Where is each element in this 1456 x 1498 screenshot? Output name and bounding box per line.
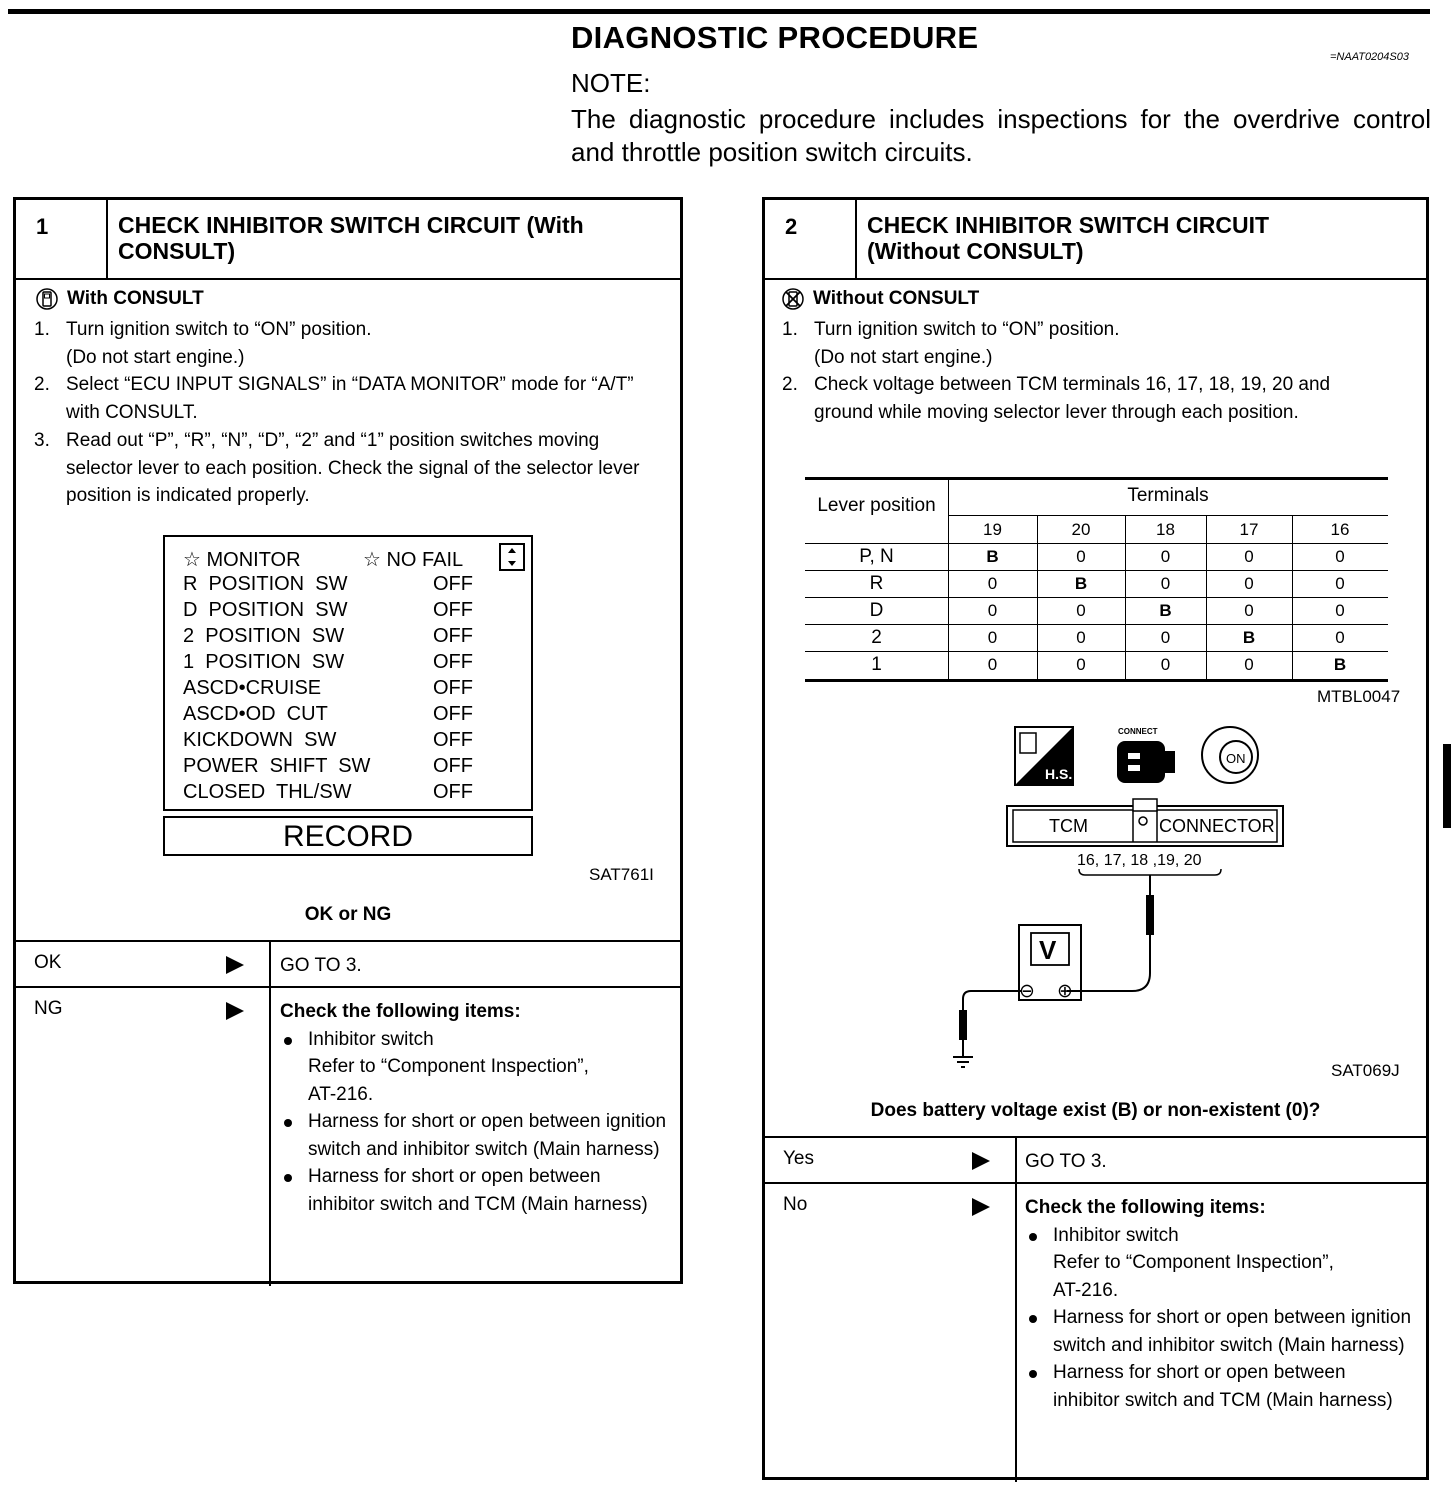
terminal-voltage-cell: 0 — [1244, 574, 1254, 593]
scroll-toggle-icon[interactable] — [499, 543, 525, 571]
result-action-list — [280, 998, 670, 1218]
ground-probe — [959, 991, 1021, 1057]
check-item — [280, 1163, 670, 1218]
results-table — [16, 940, 680, 1284]
figure-code: SAT761I — [589, 865, 654, 884]
lever-position-cell: P, N — [859, 546, 894, 567]
terminal-voltage-cell: 0 — [1244, 601, 1254, 620]
monitor-item-name: D POSITION SW — [183, 599, 348, 621]
check-item — [1025, 1222, 1416, 1305]
monitor-item-value: OFF — [433, 677, 473, 699]
check-item-text: Inhibitor switch — [308, 1028, 434, 1050]
mode-text: Without CONSULT — [813, 288, 980, 309]
hs-label: H.S. — [1045, 766, 1073, 782]
terminals-label: 16, 17, 18 ,19, 20 — [1077, 852, 1202, 869]
result-action-list — [1025, 1194, 1416, 1414]
check-item-text: Harness for short or open between inhibitor switch and TCM (Main harness) — [308, 1166, 648, 1215]
check-item — [1025, 1304, 1416, 1359]
instruction-step — [782, 316, 1392, 371]
step-text: Select “ECU INPUT SIGNALS” in “DATA MONITOR” mode for “A/T” with CONSULT. — [66, 374, 634, 424]
column-divider — [269, 942, 271, 988]
column-divider — [269, 988, 271, 1286]
table-rule — [805, 477, 1388, 480]
step-1-instructions — [34, 316, 664, 510]
terminal-voltage-cell: 0 — [987, 655, 998, 674]
voltmeter-icon — [1019, 925, 1081, 1002]
check-item-detail: Refer to “Component Inspection”, — [308, 1056, 589, 1077]
monitor-item-value: OFF — [433, 573, 473, 595]
monitor-item-name: R POSITION SW — [183, 573, 348, 595]
table-rule — [805, 679, 1388, 682]
monitor-item-name: ASCD•OD CUT — [183, 703, 328, 725]
column-divider — [1015, 1138, 1017, 1184]
terminal-bracket — [1079, 869, 1221, 875]
check-item-detail: Refer to “Component Inspection”, — [1053, 1252, 1334, 1273]
arrow-right-icon — [972, 1198, 990, 1216]
monitor-item-value: OFF — [433, 755, 473, 777]
page-title: DIAGNOSTIC PROCEDURE — [571, 20, 979, 55]
step-title: CHECK INHIBITOR SWITCH CIRCUIT (Without CONSULT) — [867, 212, 1270, 264]
step-number-cell — [16, 200, 108, 278]
lever-position-cell: 2 — [871, 627, 882, 648]
on-label: ON — [1226, 751, 1246, 766]
table-code: MTBL0047 — [1317, 687, 1401, 706]
step-number: 2 — [785, 214, 798, 239]
terminal-voltage-cell: 0 — [1335, 628, 1345, 647]
check-item-text: Harness for short or open between ignition switch and inhibitor switch (Main harness) — [1053, 1307, 1412, 1356]
check-items-heading: Check the following items: — [1025, 1197, 1266, 1218]
terminal-voltage-cell: B — [1074, 574, 1088, 593]
check-item-detail: AT-216. — [1053, 1279, 1119, 1301]
terminal-column-header: 19 — [983, 520, 1002, 539]
terminal-voltage-cell: 0 — [1076, 601, 1086, 620]
result-label: OK — [34, 952, 62, 973]
table-rule — [805, 624, 1388, 625]
terminal-voltage-cell: 0 — [987, 574, 998, 593]
step-number-cell — [765, 200, 857, 278]
monitor-item-name: ASCD•CRUISE — [183, 677, 322, 699]
terminal-column-header: 18 — [1156, 520, 1175, 539]
monitor-item-name: 2 POSITION SW — [183, 625, 345, 647]
step-2-instructions — [782, 316, 1392, 427]
terminal-voltage-cell: 0 — [987, 601, 998, 620]
terminal-column-header: 20 — [1071, 520, 1091, 539]
lever-position-cell: 1 — [871, 654, 882, 675]
result-label: Yes — [783, 1148, 814, 1169]
monitor-item-name: CLOSED THL/SW — [183, 781, 352, 803]
terminal-voltage-cell: B — [1159, 601, 1172, 620]
instruction-step — [34, 316, 664, 371]
plus-terminal: ⊕ — [1057, 980, 1073, 1002]
ignition-key-on-icon — [1202, 727, 1258, 783]
check-items-heading: Check the following items: — [280, 1001, 521, 1022]
terminal-column-header: 17 — [1239, 520, 1259, 539]
table-rule — [948, 515, 1388, 516]
connect-label: CONNECT — [1118, 727, 1158, 736]
step-title: CHECK INHIBITOR SWITCH CIRCUIT (With CONSULT) — [118, 212, 584, 264]
monitor-item-value: OFF — [433, 625, 473, 647]
step-index: 2. — [782, 374, 798, 396]
result-action: GO TO 3. — [280, 955, 362, 976]
terminal-voltage-cell: 0 — [1335, 547, 1345, 566]
step-index: 1. — [782, 319, 798, 340]
bullet-icon — [284, 1119, 292, 1127]
terminal-voltage-cell: 0 — [1076, 547, 1086, 566]
note-label: NOTE: — [571, 68, 651, 98]
no-consult-mode-label — [782, 288, 979, 310]
step-number: 1 — [36, 214, 49, 239]
instruction-step — [34, 427, 664, 510]
step-2-box — [762, 197, 1429, 1480]
terminal-voltage-table — [805, 477, 1388, 682]
tcm-connector — [1007, 799, 1283, 846]
bullet-icon — [1029, 1233, 1037, 1241]
result-row-ok — [16, 940, 680, 988]
terminal-voltage-cell: B — [1242, 628, 1256, 647]
bullet-icon — [284, 1037, 292, 1045]
bullet-icon — [284, 1174, 292, 1182]
monitor-item-value: OFF — [433, 729, 473, 751]
top-rule — [8, 9, 1430, 14]
lever-position-cell: R — [869, 573, 884, 594]
lever-position-header: Lever position — [817, 495, 936, 516]
instruction-step — [34, 371, 664, 426]
instruction-step — [782, 371, 1392, 426]
figure-code: SAT069J — [1331, 1061, 1400, 1080]
terminal-voltage-cell: B — [1333, 655, 1347, 674]
terminal-voltage-cell: 0 — [1160, 628, 1171, 647]
check-item-text: Harness for short or open between ignition switch and inhibitor switch (Main harness) — [308, 1111, 667, 1160]
monitor-item-value: OFF — [433, 651, 473, 673]
table-rule — [805, 651, 1388, 652]
check-item — [280, 1108, 670, 1163]
result-label: NG — [34, 998, 63, 1019]
table-rule — [805, 597, 1388, 598]
terminal-column-header: 16 — [1330, 520, 1350, 539]
terminal-voltage-cell: 0 — [1076, 628, 1086, 647]
step-index: 3. — [34, 429, 50, 451]
step-text: Read out “P”, “R”, “N”, “D”, “2” and “1” position switches moving selector lever to each position. Check the signal of the selector lever position is indicated properly. — [66, 429, 640, 507]
monitor-item-name: POWER SHIFT SW — [183, 755, 371, 777]
note-text: The diagnostic procedure includes inspections for the overdrive control and throttle position switch circuits. — [571, 104, 1431, 167]
connector-label: CONNECTOR — [1159, 816, 1275, 836]
question: OK or NG — [304, 904, 392, 925]
arrow-right-icon — [226, 1002, 244, 1020]
step-subtext: (Do not start engine.) — [814, 346, 993, 368]
step-text: Turn ignition switch to “ON” position. — [66, 319, 372, 340]
voltmeter-label: V — [1039, 935, 1057, 965]
question: Does battery voltage exist (B) or non-existent (0)? — [870, 1100, 1321, 1121]
step-1-box — [13, 197, 683, 1284]
mode-text: With CONSULT — [67, 288, 204, 309]
step-2-header — [765, 200, 1426, 280]
step-index: 1. — [34, 319, 50, 340]
check-item-text: Harness for short or open between inhibitor switch and TCM (Main harness) — [1053, 1362, 1393, 1411]
bullet-icon — [1029, 1370, 1037, 1378]
terminal-voltage-cell: 0 — [1160, 574, 1171, 593]
results-table — [765, 1136, 1426, 1480]
terminal-voltage-cell: 0 — [1335, 601, 1345, 620]
arrow-right-icon — [972, 1152, 990, 1170]
record-button[interactable]: RECORD — [163, 816, 533, 856]
voltage-check-diagram — [935, 715, 1295, 1075]
result-row-no — [765, 1182, 1426, 1482]
arrow-right-icon — [226, 956, 244, 974]
ground-icon — [953, 1057, 973, 1067]
result-action: GO TO 3. — [1025, 1151, 1107, 1172]
terminal-voltage-cell: 0 — [1335, 574, 1345, 593]
step-1-header — [16, 200, 680, 280]
bullet-icon — [1029, 1315, 1037, 1323]
minus-terminal: ⊖ — [1019, 980, 1035, 1002]
terminal-voltage-cell: 0 — [987, 628, 998, 647]
terminal-voltage-cell: 0 — [1160, 547, 1171, 566]
result-row-ng — [16, 986, 680, 1286]
result-label: No — [783, 1194, 808, 1215]
column-divider — [1015, 1184, 1017, 1482]
table-rule — [805, 543, 1388, 544]
check-item-detail: AT-216. — [308, 1083, 374, 1105]
monitor-item-name: 1 POSITION SW — [183, 651, 345, 673]
monitor-item-value: OFF — [433, 781, 473, 803]
terminal-voltage-cell: B — [986, 547, 999, 566]
no-consult-icon — [782, 288, 804, 310]
monitor-item-value: OFF — [433, 599, 473, 621]
hs-icon — [1015, 727, 1073, 785]
terminal-voltage-cell: 0 — [1244, 547, 1254, 566]
tcm-label: TCM — [1049, 816, 1088, 836]
terminal-voltage-cell: 0 — [1244, 655, 1254, 674]
consult-device-icon — [36, 288, 58, 310]
consult-mode-label — [36, 288, 204, 310]
terminal-voltage-cell: 0 — [1160, 655, 1171, 674]
consult-monitor-screen — [163, 535, 533, 811]
step-text: Check voltage between TCM terminals 16, 17, 18, 19, 20 and ground while moving selector lever through each position. — [814, 374, 1331, 424]
result-row-yes — [765, 1136, 1426, 1184]
monitor-label: ☆ MONITOR — [183, 549, 301, 571]
monitor-item-name: KICKDOWN SW — [183, 729, 337, 751]
check-item — [1025, 1359, 1416, 1414]
table-rule — [805, 570, 1388, 571]
section-edge-marker — [1443, 744, 1451, 828]
monitor-item-value: OFF — [433, 703, 473, 725]
no-fail-label: ☆ NO FAIL — [363, 549, 464, 571]
step-text: Turn ignition switch to “ON” position. — [814, 319, 1120, 340]
step-subtext: (Do not start engine.) — [66, 346, 245, 368]
check-item — [280, 1026, 670, 1109]
terminal-voltage-cell: 0 — [1076, 655, 1086, 674]
terminals-header: Terminals — [1127, 485, 1209, 506]
connect-icon — [1117, 727, 1175, 783]
document-id: =NAAT0204S03 — [1330, 51, 1409, 63]
check-item-text: Inhibitor switch — [1053, 1224, 1179, 1246]
lever-position-cell: D — [869, 600, 884, 621]
step-index: 2. — [34, 374, 50, 396]
